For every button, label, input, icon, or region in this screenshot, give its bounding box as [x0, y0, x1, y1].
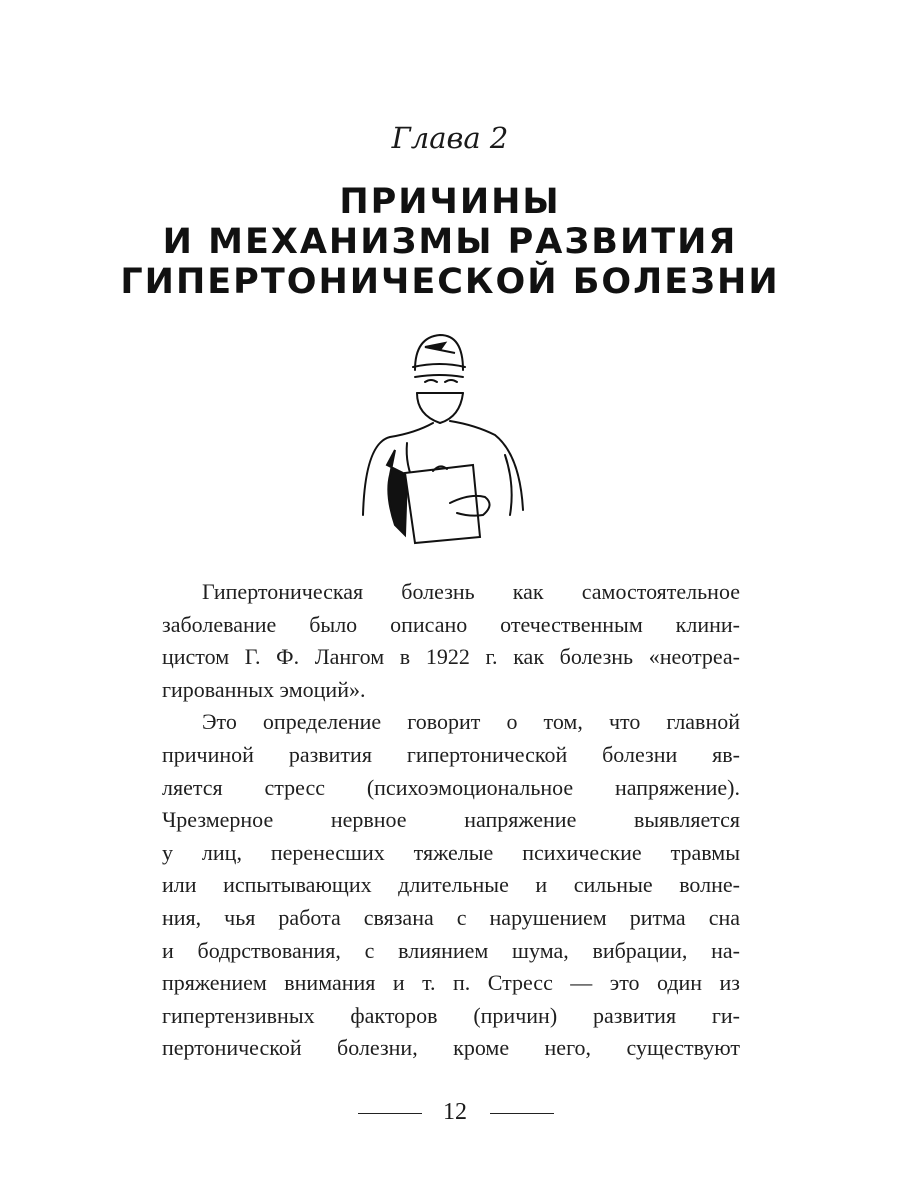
footer-rule-left — [358, 1113, 422, 1114]
paragraph — [162, 576, 740, 706]
text-line: причиной развития гипертонической болезни яв- — [162, 741, 740, 767]
chapter-title-line: ГИПЕРТОНИЧЕСКОЙ БОЛЕЗНИ — [120, 262, 780, 302]
text-line: цистом Г. Ф. Лангом в 1922 г. как болезнь «неотреа- — [162, 644, 740, 670]
text-line: пертонической болезни, кроме него, существуют — [162, 1035, 740, 1061]
text-line: Это определение говорит о том, что главной — [202, 709, 740, 735]
chapter-label: Глава 2 — [391, 121, 509, 155]
page-number: 12 — [443, 1099, 467, 1125]
text-line: гированных эмоций». — [162, 676, 366, 702]
text-line: гипертензивных факторов (причин) развития ги- — [162, 1002, 740, 1028]
footer-rule-right — [490, 1113, 554, 1114]
text-line: ния, чья работа связана с нарушением ритма сна — [162, 904, 740, 930]
text-line: Гипертоническая болезнь как самостоятельное — [202, 579, 740, 604]
text-line: или испытывающих длительные и сильные волне- — [162, 872, 740, 898]
chapter-title-line: ПРИЧИНЫ — [339, 182, 561, 222]
text-line: Чрезмерное нервное напряжение выявляется — [162, 807, 740, 833]
text-line: пряжением внимания и т. п. Стресс — это один из — [162, 970, 740, 996]
text-line: и бодрствования, с влиянием шума, вибрации, на- — [162, 937, 740, 963]
surgeon-illustration — [345, 325, 545, 555]
text-line: ляется стресс (психоэмоциональное напряжение). — [162, 774, 740, 800]
chapter-title-line: И МЕХАНИЗМЫ РАЗВИТИЯ — [162, 222, 738, 262]
text-line: заболевание было описано отечественным клини- — [162, 611, 740, 637]
text-line: у лиц, перенесших тяжелые психические травмы — [162, 839, 740, 865]
chapter-title — [0, 182, 900, 302]
paragraph — [162, 706, 740, 1065]
body-text — [162, 576, 740, 1065]
